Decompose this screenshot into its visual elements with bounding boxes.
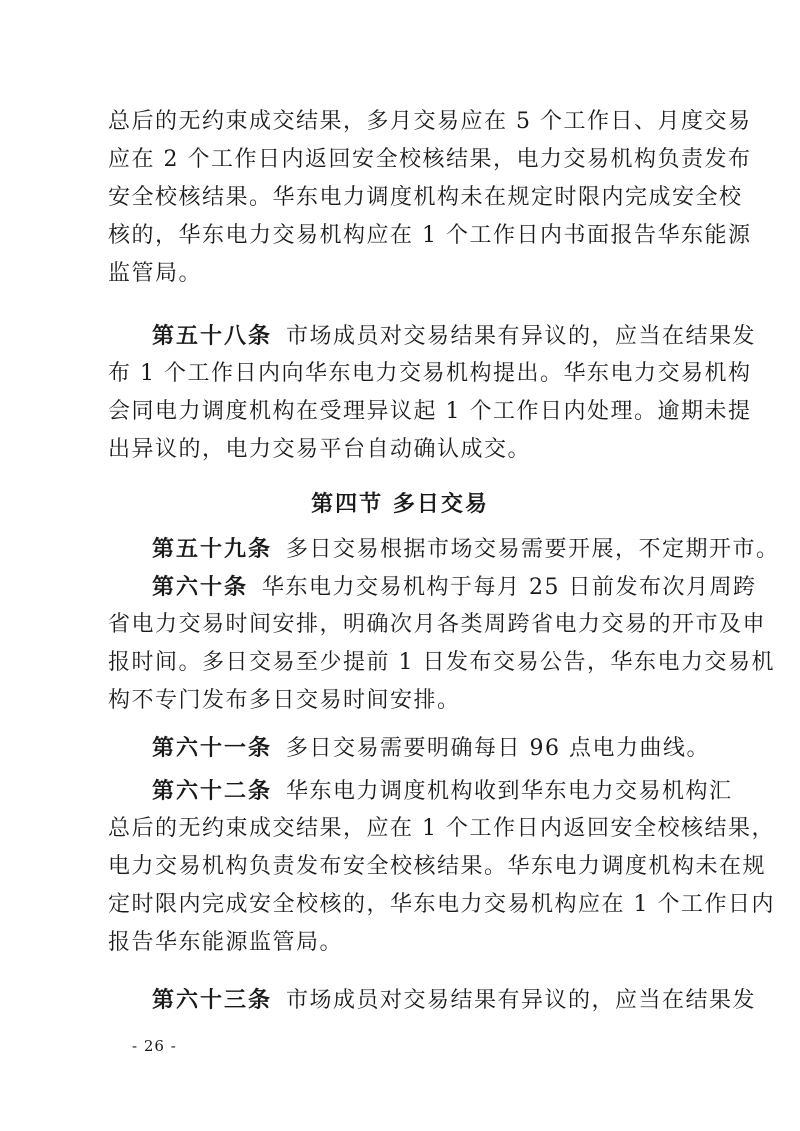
- article-number: 第六十三条: [152, 987, 273, 1013]
- body-text-line: 总后的无约束成交结果，应在 1 个工作日内返回安全校核结果，: [108, 816, 775, 841]
- body-text-line: 监管局。: [108, 261, 203, 286]
- body-text-line: 电力交易机构负责发布安全校核结果。华东电力调度机构未在规: [108, 854, 767, 879]
- article-text: 华东电力交易机构于每月 25 日前发布次月周跨: [262, 575, 757, 600]
- article-first-line: [152, 733, 710, 763]
- body-text-line: 报告华东能源监管局。: [108, 930, 344, 955]
- article-first-line: [152, 534, 780, 564]
- article-number: 第六十一条: [152, 735, 273, 761]
- article-text: 市场成员对交易结果有异议的，应当在结果发: [286, 324, 757, 349]
- body-text-line: 报时间。多日交易至少提前 1 日发布交易公告，华东电力交易机: [108, 650, 775, 675]
- body-text-line: 省电力交易时间安排，明确次月各类周跨省电力交易的开市及申: [108, 612, 767, 637]
- body-text-line: 会同电力调度机构在受理异议起 1 个工作日内处理。逾期未提: [108, 399, 752, 424]
- body-text-line: 出异议的，电力交易平台自动确认成交。: [108, 437, 532, 462]
- article-number: 第五十八条: [152, 323, 273, 349]
- body-text-line: 定时限内完成安全校核的，华东电力交易机构应在 1 个工作日内: [108, 892, 775, 917]
- section-heading: 第四节 多日交易: [311, 491, 489, 517]
- body-text-line: 应在 2 个工作日内返回安全校核结果，电力交易机构负责发布: [108, 147, 752, 172]
- body-text-line: 布 1 个工作日内向华东电力交易机构提出。华东电力交易机构: [108, 361, 752, 386]
- article-text: 多日交易需要明确每日 96 点电力曲线。: [286, 736, 710, 761]
- article-first-line: [152, 776, 733, 806]
- article-first-line: [152, 985, 757, 1015]
- article-text: 市场成员对交易结果有异议的，应当在结果发: [286, 988, 757, 1013]
- article-text: 华东电力调度机构收到华东电力交易机构汇: [286, 779, 733, 804]
- body-text-line: 总后的无约束成交结果，多月交易应在 5 个工作日、月度交易: [108, 109, 752, 134]
- article-number: 第六十条: [152, 574, 249, 600]
- article-first-line: [152, 321, 757, 351]
- article-first-line: [152, 572, 757, 602]
- page-number: - 26 -: [132, 1037, 177, 1055]
- body-text-line: 构不专门发布多日交易时间安排。: [108, 688, 461, 713]
- article-number: 第五十九条: [152, 536, 273, 562]
- body-text-line: 核的，华东电力交易机构应在 1 个工作日内书面报告华东能源: [108, 223, 752, 248]
- article-text: 多日交易根据市场交易需要开展，不定期开市。: [286, 537, 780, 562]
- article-number: 第六十二条: [152, 778, 273, 804]
- body-text-line: 安全校核结果。华东电力调度机构未在规定时限内完成安全校: [108, 185, 743, 210]
